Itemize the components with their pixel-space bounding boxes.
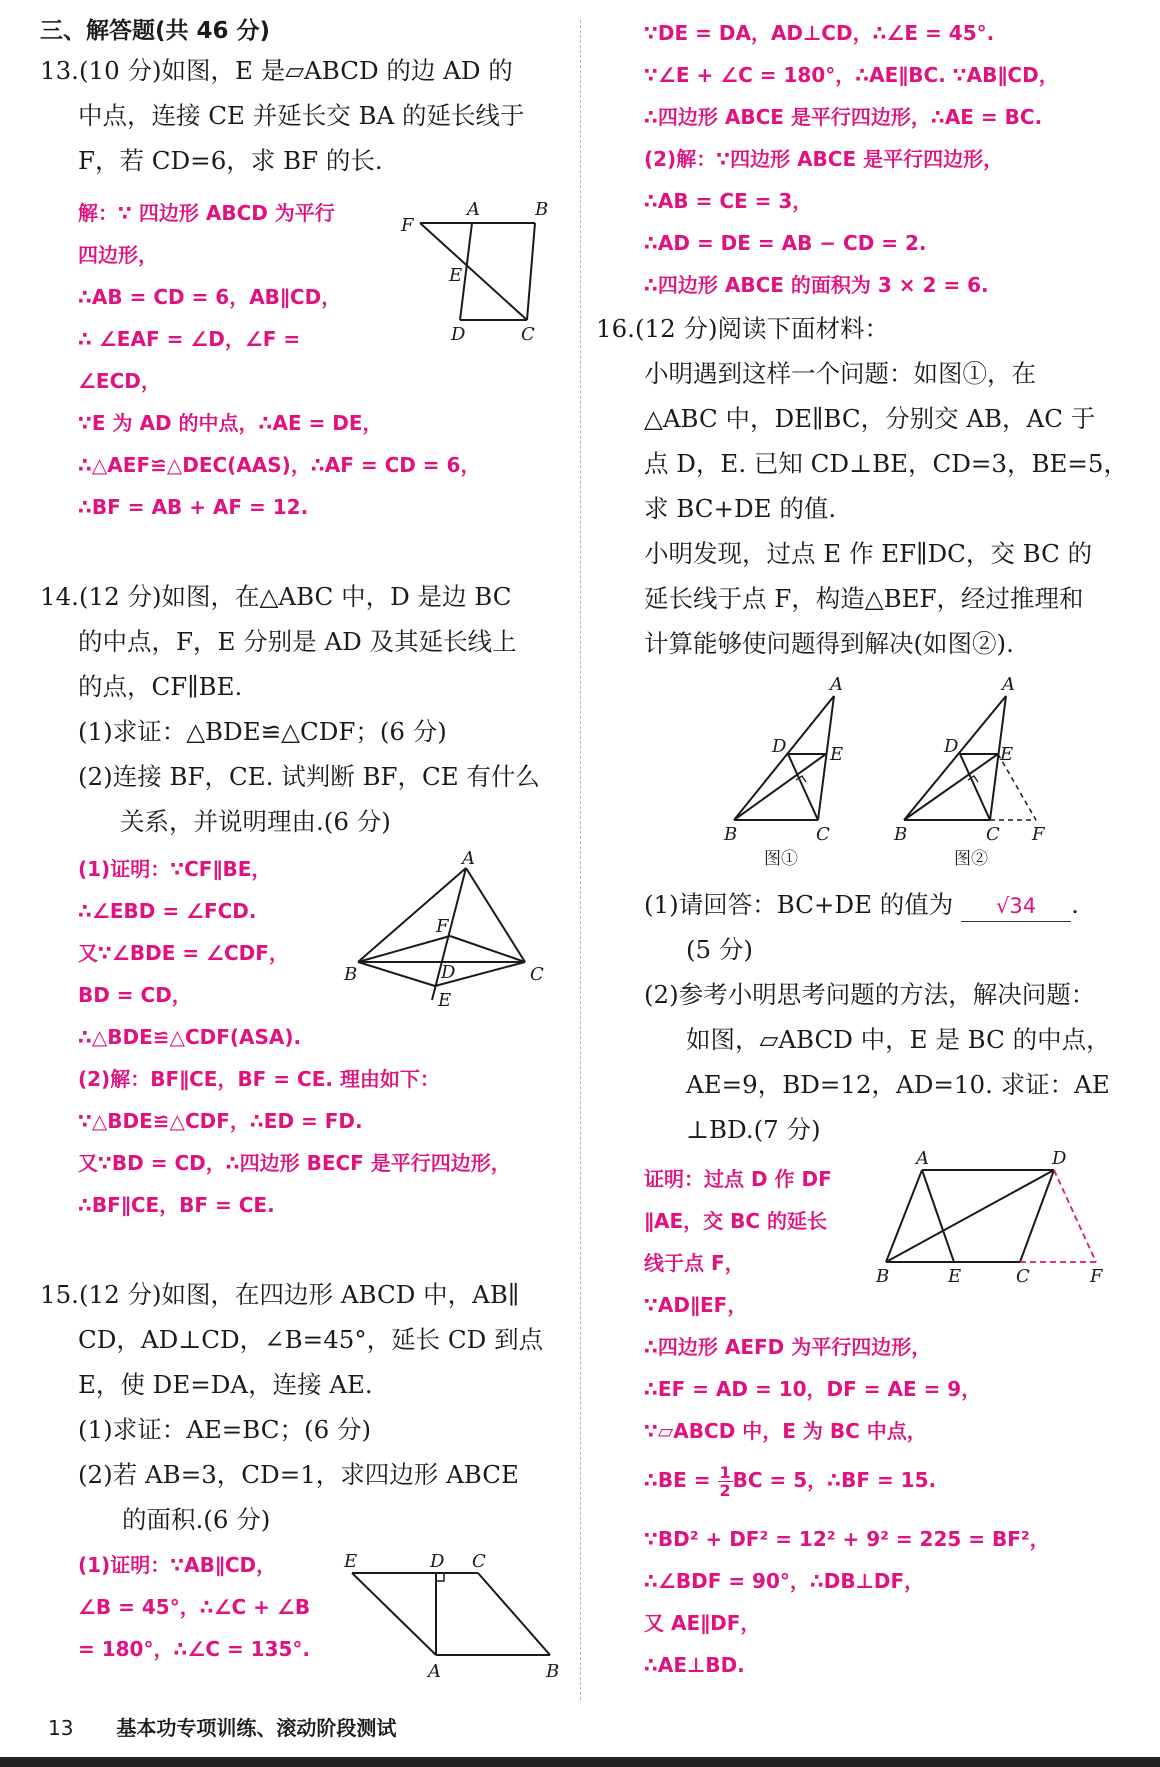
q16-answer-1: 证明：过点 D 作 DF (644, 1167, 832, 1191)
q15-answer-cont-5: ∴AB = CE = 3， (644, 189, 813, 213)
q13-line-3: F，若 CD=6，求 BF 的长. (78, 146, 383, 175)
q13-label-f: F (401, 215, 414, 236)
q16-figure-2 (886, 672, 1066, 872)
bottom-bar (0, 1757, 1160, 1767)
q16-answer-tail-2: ∴∠BDF = 90°，∴DB⊥DF， (644, 1569, 925, 1593)
q16-fig3-label-d: D (1052, 1150, 1067, 1169)
q16-fig2-label-b: B (894, 824, 908, 845)
q16-answer-6: ∴EF = AD = 10，DF = AE = 9， (644, 1377, 982, 1401)
q15-label-b: B (546, 1661, 560, 1682)
q16-figure-1 (706, 672, 866, 872)
q16-figure-3 (874, 1150, 1134, 1290)
q14-answer-5: ∴△BDE≌△CDF(ASA). (78, 1025, 302, 1049)
section-title: 三、解答题(共 46 分) (40, 18, 271, 44)
q13-label-d: D (451, 324, 466, 345)
q16-answer-tail-4: ∴AE⊥BD. (644, 1653, 745, 1677)
q14-label-b: B (344, 964, 358, 985)
q16-fig1-label-b: B (724, 824, 738, 845)
q16-fig2-caption: 图② (954, 849, 988, 869)
q16-part1 (644, 890, 1079, 922)
q14-label-e: E (438, 990, 452, 1011)
q16-line-8: 计算能够使问题得到解决(如图②). (644, 629, 1014, 658)
q16-answer-5: ∴四边形 AEFD 为平行四边形， (644, 1335, 932, 1359)
q15-answer-cont-4: (2)解：∵四边形 ABCE 是平行四边形， (644, 147, 1004, 171)
q16-line-4: 点 D，E. 已知 CD⊥BE，CD=3，BE=5， (644, 449, 1129, 478)
q16-fig1-label-c: C (816, 824, 830, 845)
page-footer (48, 1712, 396, 1741)
q16-answer-3: 线于点 F， (644, 1251, 745, 1275)
q13-label-a: A (467, 199, 480, 220)
q14-answer-1: (1)证明：∵CF∥BE， (78, 857, 272, 881)
q15-line-2: CD，AD⊥CD，∠B=45°，延长 CD 到点 (78, 1325, 544, 1354)
q14-label-c: C (530, 964, 544, 985)
q15-line-4: (1)求证：AE=BC；(6 分) (78, 1415, 372, 1444)
q16-fig3-label-b: B (876, 1266, 890, 1287)
q13-label-c: C (521, 324, 535, 345)
q14-label-d: D (441, 962, 456, 983)
q15-label-d: D (430, 1551, 445, 1572)
q14-answer-8: 又∵BD = CD，∴四边形 BECF 是平行四边形， (78, 1151, 511, 1175)
q16-be-prefix: ∴BE = (644, 1468, 711, 1492)
q14-line-2: 的中点，F，E 分别是 AD 及其延长线上 (78, 627, 517, 656)
q15-answer-cont-2: ∵∠E + ∠C = 180°，∴AE∥BC. ∵AB∥CD， (644, 63, 1059, 87)
q16-be-denominator: 2 (719, 1481, 731, 1500)
q15-line-5: (2)若 AB=3，CD=1，求四边形 ABCE (78, 1460, 519, 1489)
q16-line-5: 求 BC+DE 的值. (644, 494, 837, 523)
q13-line-2: 中点，连接 CE 并延长交 BA 的延长线于 (78, 101, 525, 130)
q14-line-1: 14.(12 分)如图，在△ABC 中，D 是边 BC (40, 582, 512, 611)
q14-answer-2: ∴∠EBD = ∠FCD. (78, 899, 257, 923)
q16-be-fraction (718, 1464, 733, 1499)
q15-label-c: C (472, 1551, 486, 1572)
q16-fig2-label-a: A (1002, 674, 1015, 695)
q16-part1-score: (5 分) (686, 935, 753, 964)
q14-answer-6: (2)解：BF∥CE，BF = CE. 理由如下： (78, 1067, 440, 1091)
q13-answer-7: ∴△AEF≌△DEC(AAS)，∴AF = CD = 6， (78, 453, 481, 477)
q16-fig1-caption: 图① (764, 849, 798, 869)
column-divider (580, 20, 581, 1700)
q13-answer-8: ∴BF = AB + AF = 12. (78, 495, 309, 519)
q15-answer-3: = 180°，∴∠C = 135°. (78, 1637, 311, 1661)
q15-line-6: 的面积.(6 分) (122, 1505, 271, 1534)
q13-label-b: B (535, 199, 549, 220)
q15-answer-1: (1)证明：∵AB∥CD， (78, 1553, 277, 1577)
q16-answer-7: ∵▱ABCD 中，E 为 BC 中点， (644, 1419, 927, 1443)
q13-answer-2: 四边形， (78, 243, 158, 267)
q14-figure (340, 850, 570, 1015)
q16-fig2-label-e: E (1000, 744, 1014, 765)
q16-line-7: 延长线于点 F，构造△BEF，经过推理和 (644, 584, 1084, 613)
q14-line-5: (2)连接 BF，CE. 试判断 BF，CE 有什么 (78, 762, 540, 791)
q13-line-1: 13.(10 分)如图，E 是▱ABCD 的边 AD 的 (40, 56, 513, 85)
q13-answer-6: ∵E 为 AD 的中点，∴AE = DE， (78, 411, 383, 435)
q16-part1-answer: √34 (961, 891, 1071, 922)
q16-part2-line-1: (2)参考小明思考问题的方法，解决问题： (644, 980, 1096, 1009)
q16-fig3-label-c: C (1016, 1266, 1030, 1287)
q15-answer-2: ∠B = 45°，∴∠C + ∠B (78, 1595, 311, 1619)
q16-part2-line-3: AE=9，BD=12，AD=10. 求证：AE (686, 1070, 1110, 1099)
q13-answer-3: ∴AB = CD = 6，AB∥CD， (78, 285, 342, 309)
q15-line-3: E，使 DE=DA，连接 AE. (78, 1370, 373, 1399)
q16-fig2-label-d: D (944, 736, 959, 757)
q16-fig1-label-d: D (772, 736, 787, 757)
q14-answer-9: ∴BF∥CE，BF = CE. (78, 1193, 275, 1217)
q14-line-4: (1)求证：△BDE≌△CDF；(6 分) (78, 717, 447, 746)
q15-answer-cont-7: ∴四边形 ABCE 的面积为 3 × 2 = 6. (644, 273, 989, 297)
q16-be-suffix: BC = 5，∴BF = 15. (732, 1468, 937, 1492)
q14-answer-3: 又∵∠BDE = ∠CDF， (78, 941, 289, 965)
q16-fig1-label-a: A (830, 674, 843, 695)
q14-line-6: 关系，并说明理由.(6 分) (120, 807, 391, 836)
q16-part1-prefix: (1)请回答：BC+DE 的值为 (644, 890, 954, 919)
q13-answer-4: ∴ ∠EAF = ∠D，∠F = (78, 327, 301, 351)
q16-answer-tail-3: 又 AE∥DF， (644, 1611, 761, 1635)
q16-fig3-label-e: E (948, 1266, 962, 1287)
q16-part2-line-4: ⊥BD.(7 分) (686, 1115, 821, 1144)
q13-answer-5: ∠ECD， (78, 369, 161, 393)
q16-line-6: 小明发现，过点 E 作 EF∥DC，交 BC 的 (644, 539, 1093, 568)
q16-part2-line-2: 如图，▱ABCD 中，E 是 BC 的中点， (686, 1025, 1111, 1054)
q15-answer-cont-3: ∴四边形 ABCE 是平行四边形，∴AE = BC. (644, 105, 1043, 129)
q16-fig1-label-e: E (830, 744, 844, 765)
q16-line-3: △ABC 中，DE∥BC，分别交 AB，AC 于 (644, 404, 1096, 433)
q15-line-1: 15.(12 分)如图，在四边形 ABCD 中，AB∥ (40, 1280, 520, 1309)
q16-fig2-label-c: C (986, 824, 1000, 845)
q15-label-a: A (428, 1661, 441, 1682)
page-number: 13 (48, 1716, 74, 1740)
q15-figure (340, 1545, 570, 1685)
q16-answer-be (644, 1464, 936, 1499)
q14-answer-4: BD = CD， (78, 983, 192, 1007)
q14-line-3: 的点，CF∥BE. (78, 672, 243, 701)
q13-answer-1: 解：∵ 四边形 ABCD 为平行 (78, 201, 335, 225)
q16-line-2: 小明遇到这样一个问题：如图①，在 (644, 359, 1036, 388)
q13-label-e: E (449, 265, 463, 286)
q16-answer-4: ∵AD∥EF， (644, 1293, 748, 1317)
q16-line-1: 16.(12 分)阅读下面材料： (596, 314, 890, 343)
q16-fig3-label-a: A (916, 1150, 929, 1169)
q14-label-a: A (462, 850, 475, 869)
q15-answer-cont-6: ∴AD = DE = AB − CD = 2. (644, 231, 927, 255)
q16-be-numerator: 1 (719, 1463, 731, 1482)
q14-answer-7: ∵△BDE≌△CDF，∴ED = FD. (78, 1109, 363, 1133)
q16-fig2-label-f: F (1032, 824, 1045, 845)
q15-answer-cont-1: ∵DE = DA，AD⊥CD，∴∠E = 45°. (644, 21, 995, 45)
q16-answer-tail-1: ∵BD² + DF² = 12² + 9² = 225 = BF²， (644, 1527, 1050, 1551)
book-title: 基本功专项训练、滚动阶段测试 (116, 1716, 397, 1740)
q16-fig3-label-f: F (1090, 1266, 1103, 1287)
q14-label-f: F (436, 916, 449, 937)
q15-label-e: E (344, 1551, 358, 1572)
q16-part1-suffix: . (1071, 890, 1079, 919)
q16-answer-2: ∥AE，交 BC 的延长 (644, 1209, 827, 1233)
q13-figure (395, 195, 565, 345)
